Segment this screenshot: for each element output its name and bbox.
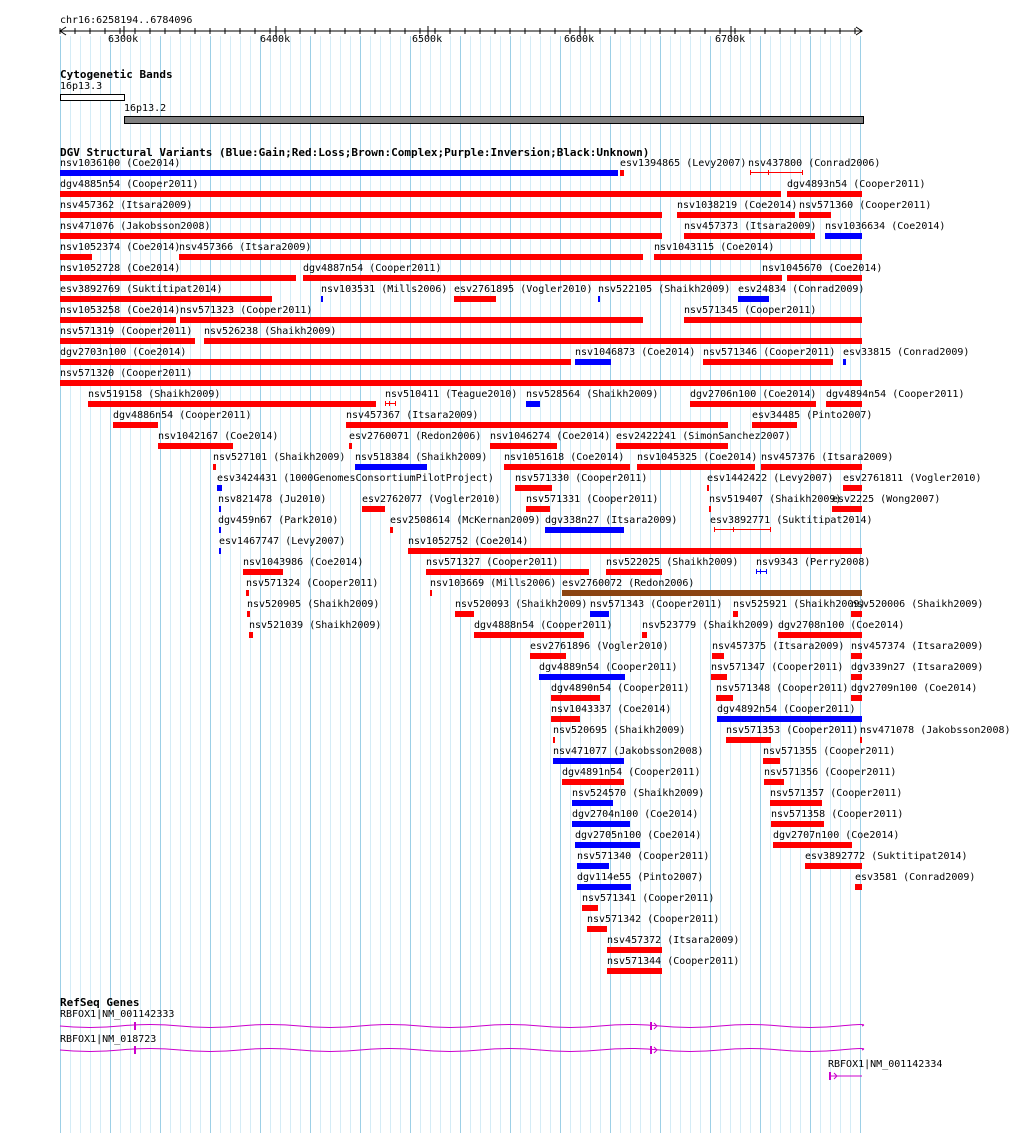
- sv-feature-label[interactable]: dgv2703n100 (Coe2014): [60, 347, 187, 358]
- sv-feature-bar[interactable]: [684, 317, 862, 323]
- sv-feature-bar[interactable]: [60, 317, 176, 323]
- sv-feature-label[interactable]: esv1442422 (Levy2007): [707, 473, 834, 484]
- sv-feature-label[interactable]: nsv510411 (Teague2010): [385, 389, 518, 400]
- sv-feature-bar[interactable]: [799, 212, 831, 218]
- sv-feature-bar[interactable]: [711, 674, 727, 680]
- sv-feature-bar-tick: [385, 401, 386, 406]
- sv-feature-bar[interactable]: [249, 632, 253, 638]
- sv-feature-label[interactable]: nsv457373 (Itsara2009): [684, 221, 817, 232]
- sv-feature-bar[interactable]: [826, 401, 862, 407]
- sv-feature-bar[interactable]: [855, 884, 862, 890]
- sv-feature-label[interactable]: dgv4885n54 (Cooper2011): [60, 179, 199, 190]
- sv-feature-bar[interactable]: [219, 527, 221, 533]
- cytoband-label-16p13-3: 16p13.3: [60, 81, 103, 92]
- sv-feature-label[interactable]: nsv1052728 (Coe2014): [60, 263, 181, 274]
- sv-feature-bar[interactable]: [750, 172, 803, 173]
- sv-feature-label[interactable]: nsv519407 (Shaikh2009): [709, 494, 842, 505]
- sv-feature-bar[interactable]: [60, 191, 781, 197]
- sv-feature-label[interactable]: nsv528564 (Shaikh2009): [526, 389, 659, 400]
- sv-feature-bar[interactable]: [179, 254, 643, 260]
- sv-feature-bar[interactable]: [709, 506, 711, 512]
- sv-feature-label[interactable]: nsv571331 (Cooper2011): [526, 494, 659, 505]
- sv-feature-bar-tick: [389, 401, 390, 406]
- sv-feature-bar[interactable]: [219, 506, 221, 512]
- sv-feature-label[interactable]: esv3892771 (Suktitipat2014): [710, 515, 873, 526]
- refseq-gene-glyphs[interactable]: [0, 1010, 890, 1110]
- sv-feature-bar[interactable]: [714, 529, 771, 530]
- sv-feature-label[interactable]: nsv571319 (Cooper2011): [60, 326, 193, 337]
- sv-feature-bar[interactable]: [60, 233, 662, 239]
- sv-feature-label[interactable]: nsv571342 (Cooper2011): [587, 914, 720, 925]
- sv-feature-bar[interactable]: [733, 611, 738, 617]
- sv-feature-label[interactable]: nsv471077 (Jakobsson2008): [553, 746, 704, 757]
- sv-feature-bar[interactable]: [180, 317, 643, 323]
- sv-feature-bar[interactable]: [575, 842, 640, 848]
- sv-feature-bar[interactable]: [851, 653, 862, 659]
- sv-feature-bar[interactable]: [587, 926, 607, 932]
- cytoband-title: Cytogenetic Bands: [60, 68, 173, 81]
- sv-feature-label[interactable]: dgv114e55 (Pinto2007): [577, 872, 704, 883]
- sv-feature-label[interactable]: nsv524570 (Shaikh2009): [572, 788, 705, 799]
- sv-feature-label[interactable]: dgv2707n100 (Coe2014): [773, 830, 900, 841]
- sv-feature-bar[interactable]: [763, 758, 780, 764]
- sv-feature-label[interactable]: nsv571323 (Cooper2011): [180, 305, 313, 316]
- sv-feature-label[interactable]: esv2422241 (SimonSanchez2007): [616, 431, 791, 442]
- sv-feature-label[interactable]: nsv520093 (Shaikh2009): [455, 599, 588, 610]
- sv-feature-bar[interactable]: [707, 485, 709, 491]
- sv-feature-label[interactable]: nsv1042167 (Coe2014): [158, 431, 279, 442]
- sv-feature-label[interactable]: esv33815 (Conrad2009): [843, 347, 970, 358]
- sv-feature-label[interactable]: nsv103669 (Mills2006): [430, 578, 557, 589]
- sv-feature-bar[interactable]: [712, 653, 724, 659]
- sv-feature-bar[interactable]: [752, 422, 797, 428]
- sv-feature-bar[interactable]: [684, 233, 815, 239]
- sv-feature-label[interactable]: dgv4886n54 (Cooper2011): [113, 410, 252, 421]
- sv-feature-bar[interactable]: [219, 548, 221, 554]
- sv-feature-label[interactable]: nsv520695 (Shaikh2009): [553, 725, 686, 736]
- sv-feature-label[interactable]: dgv4894n54 (Cooper2011): [826, 389, 965, 400]
- sv-feature-bar[interactable]: [778, 632, 862, 638]
- sv-feature-bar[interactable]: [113, 422, 158, 428]
- sv-feature-bar[interactable]: [504, 464, 630, 470]
- sv-feature-bar[interactable]: [321, 296, 323, 302]
- sv-feature-bar[interactable]: [545, 527, 624, 533]
- sv-feature-label[interactable]: dgv2709n100 (Coe2014): [851, 683, 978, 694]
- sv-feature-label[interactable]: nsv522025 (Shaikh2009): [606, 557, 739, 568]
- sv-feature-label[interactable]: esv2761895 (Vogler2010): [454, 284, 593, 295]
- sv-feature-label[interactable]: nsv1043986 (Coe2014): [243, 557, 364, 568]
- sv-feature-label[interactable]: nsv1043337 (Coe2014): [551, 704, 672, 715]
- sv-feature-bar[interactable]: [88, 401, 376, 407]
- sv-feature-bar[interactable]: [60, 275, 296, 281]
- sv-feature-bar[interactable]: [716, 695, 733, 701]
- sv-feature-label[interactable]: nsv1046873 (Coe2014): [575, 347, 696, 358]
- sv-feature-bar-tick: [395, 401, 396, 406]
- sv-feature-bar[interactable]: [303, 275, 782, 281]
- sv-feature-bar[interactable]: [526, 401, 540, 407]
- sv-feature-bar[interactable]: [787, 275, 862, 281]
- sv-feature-bar[interactable]: [773, 842, 852, 848]
- sv-feature-bar[interactable]: [616, 443, 728, 449]
- sv-feature-label[interactable]: dgv4892n54 (Cooper2011): [717, 704, 856, 715]
- sv-feature-label[interactable]: nsv571358 (Cooper2011): [771, 809, 904, 820]
- sv-feature-bar[interactable]: [553, 737, 555, 743]
- sv-feature-bar[interactable]: [349, 443, 352, 449]
- sv-feature-bar[interactable]: [526, 506, 550, 512]
- sv-feature-label[interactable]: esv34485 (Pinto2007): [752, 410, 873, 421]
- sv-feature-label[interactable]: nsv103531 (Mills2006): [321, 284, 448, 295]
- sv-feature-bar[interactable]: [346, 422, 728, 428]
- sv-feature-label[interactable]: dgv459n67 (Park2010): [218, 515, 339, 526]
- sv-feature-label[interactable]: nsv518384 (Shaikh2009): [355, 452, 488, 463]
- sv-feature-bar[interactable]: [832, 506, 862, 512]
- sv-feature-label[interactable]: esv2760071 (Redon2006): [349, 431, 482, 442]
- sv-feature-label[interactable]: nsv457362 (Itsara2009): [60, 200, 193, 211]
- sv-feature-label[interactable]: nsv571327 (Cooper2011): [426, 557, 559, 568]
- sv-feature-label[interactable]: nsv571347 (Cooper2011): [711, 662, 844, 673]
- sv-feature-label[interactable]: nsv571346 (Cooper2011): [703, 347, 836, 358]
- sv-feature-bar[interactable]: [771, 821, 824, 827]
- sv-feature-bar[interactable]: [246, 590, 249, 596]
- sv-feature-label[interactable]: esv2761811 (Vogler2010): [843, 473, 982, 484]
- sv-feature-bar[interactable]: [582, 905, 598, 911]
- sv-feature-label[interactable]: dgv2704n100 (Coe2014): [572, 809, 699, 820]
- sv-feature-bar[interactable]: [562, 779, 624, 785]
- sv-feature-bar[interactable]: [158, 443, 233, 449]
- sv-feature-label[interactable]: nsv571341 (Cooper2011): [582, 893, 715, 904]
- sv-feature-bar[interactable]: [60, 170, 618, 176]
- sv-feature-label[interactable]: dgv2706n100 (Coe2014): [690, 389, 817, 400]
- sv-feature-label[interactable]: nsv821478 (Ju2010): [218, 494, 327, 505]
- sv-feature-label[interactable]: nsv571360 (Cooper2011): [799, 200, 932, 211]
- sv-feature-bar-tick: [766, 569, 767, 574]
- sv-feature-bar-tick: [770, 527, 771, 532]
- sv-feature-label[interactable]: nsv521039 (Shaikh2009): [249, 620, 382, 631]
- sv-feature-bar[interactable]: [717, 716, 862, 722]
- sv-feature-label[interactable]: esv2760072 (Redon2006): [562, 578, 695, 589]
- sv-feature-bar[interactable]: [703, 359, 833, 365]
- sv-feature-label[interactable]: dgv338n27 (Itsara2009): [545, 515, 678, 526]
- sv-feature-bar[interactable]: [690, 401, 816, 407]
- sv-feature-bar[interactable]: [590, 611, 609, 617]
- sv-feature-label[interactable]: nsv1052752 (Coe2014): [408, 536, 529, 547]
- sv-feature-bar[interactable]: [677, 212, 795, 218]
- sv-feature-bar[interactable]: [60, 338, 195, 344]
- sv-feature-bar[interactable]: [787, 191, 862, 197]
- sv-feature-bar-tick: [714, 527, 715, 532]
- sv-feature-bar[interactable]: [642, 632, 647, 638]
- ruler-tick-label: 6600k: [564, 34, 595, 45]
- sv-feature-bar[interactable]: [843, 485, 862, 491]
- sv-feature-bar[interactable]: [577, 863, 609, 869]
- sv-feature-label[interactable]: esv3892769 (Suktitipat2014): [60, 284, 223, 295]
- ruler: [0, 0, 890, 60]
- sv-feature-bar-tick: [768, 170, 769, 175]
- sv-feature-label[interactable]: esv2508614 (McKernan2009): [390, 515, 541, 526]
- sv-feature-label[interactable]: nsv1036100 (Coe2014): [60, 158, 181, 169]
- sv-feature-label[interactable]: nsv520006 (Shaikh2009): [851, 599, 984, 610]
- sv-feature-label[interactable]: nsv457372 (Itsara2009): [607, 935, 740, 946]
- sv-feature-bar[interactable]: [607, 968, 662, 974]
- sv-feature-label[interactable]: dgv4890n54 (Cooper2011): [551, 683, 690, 694]
- sv-feature-label[interactable]: nsv523779 (Shaikh2009): [642, 620, 775, 631]
- sv-feature-label[interactable]: esv3424431 (1000GenomesConsortiumPilotProject): [217, 473, 494, 484]
- sv-feature-label[interactable]: dgv4891n54 (Cooper2011): [562, 767, 701, 778]
- sv-feature-label[interactable]: esv2761896 (Vogler2010): [530, 641, 669, 652]
- sv-feature-label[interactable]: esv24834 (Conrad2009): [738, 284, 865, 295]
- sv-feature-label[interactable]: dgv339n27 (Itsara2009): [851, 662, 984, 673]
- sv-feature-label[interactable]: esv2762077 (Vogler2010): [362, 494, 501, 505]
- dgv-track-title: DGV Structural Variants (Blue:Gain;Red:Loss;Brown:Complex;Purple:Inversion;Black:Unknown): [60, 146, 650, 159]
- sv-feature-label[interactable]: nsv571320 (Cooper2011): [60, 368, 193, 379]
- sv-feature-bar[interactable]: [390, 527, 393, 533]
- sv-feature-bar[interactable]: [430, 590, 432, 596]
- ruler-tick-label: 6400k: [260, 34, 291, 45]
- sv-feature-label[interactable]: nsv571340 (Cooper2011): [577, 851, 710, 862]
- sv-feature-bar[interactable]: [851, 611, 862, 617]
- sv-feature-bar[interactable]: [530, 653, 566, 659]
- sv-feature-label[interactable]: nsv520905 (Shaikh2009): [247, 599, 380, 610]
- cytoband-16p13-2[interactable]: [124, 116, 864, 124]
- sv-feature-bar[interactable]: [843, 359, 846, 365]
- sv-feature-bar[interactable]: [860, 737, 862, 743]
- sv-feature-label[interactable]: nsv519158 (Shaikh2009): [88, 389, 221, 400]
- sv-feature-bar[interactable]: [805, 863, 862, 869]
- sv-feature-bar[interactable]: [726, 737, 771, 743]
- sv-feature-bar[interactable]: [539, 674, 625, 680]
- sv-feature-bar[interactable]: [654, 254, 862, 260]
- sv-feature-bar-tick: [802, 170, 803, 175]
- cytoband-16p13-3[interactable]: [60, 94, 125, 101]
- sv-feature-bar[interactable]: [851, 674, 862, 680]
- sv-feature-bar[interactable]: [408, 548, 862, 554]
- sv-feature-bar-tick: [750, 170, 751, 175]
- sv-feature-label[interactable]: nsv571348 (Cooper2011): [716, 683, 849, 694]
- sv-feature-label[interactable]: esv1394865 (Levy2007): [620, 158, 747, 169]
- sv-feature-bar[interactable]: [761, 464, 862, 470]
- sv-feature-bar[interactable]: [606, 569, 662, 575]
- ruler-tick-label: 6500k: [412, 34, 443, 45]
- sv-feature-bar[interactable]: [426, 569, 589, 575]
- sv-feature-label[interactable]: nsv1046274 (Coe2014): [490, 431, 611, 442]
- sv-feature-bar[interactable]: [60, 380, 862, 386]
- sv-feature-bar[interactable]: [825, 233, 862, 239]
- sv-feature-bar[interactable]: [60, 296, 272, 302]
- sv-feature-label[interactable]: nsv1038219 (Coe2014): [677, 200, 798, 211]
- sv-feature-bar[interactable]: [455, 611, 474, 617]
- sv-feature-label[interactable]: nsv1045670 (Coe2014): [762, 263, 883, 274]
- sv-feature-bar[interactable]: [620, 170, 624, 176]
- sv-feature-bar[interactable]: [598, 296, 600, 302]
- sv-feature-bar[interactable]: [60, 359, 571, 365]
- sv-feature-bar[interactable]: [60, 212, 662, 218]
- sv-feature-label[interactable]: nsv522105 (Shaikh2009): [598, 284, 731, 295]
- sv-feature-label[interactable]: nsv571345 (Cooper2011): [684, 305, 817, 316]
- sv-feature-label[interactable]: nsv571353 (Cooper2011): [726, 725, 859, 736]
- sv-feature-label[interactable]: nsv457376 (Itsara2009): [761, 452, 894, 463]
- sv-feature-bar[interactable]: [247, 611, 250, 617]
- sv-feature-bar[interactable]: [572, 800, 613, 806]
- gene-label-nm-001142333[interactable]: RBFOX1|NM_001142333: [60, 1009, 175, 1020]
- sv-feature-bar[interactable]: [562, 590, 862, 596]
- sv-feature-label[interactable]: nsv571330 (Cooper2011): [515, 473, 648, 484]
- sv-feature-label[interactable]: nsv471076 (Jakobsson2008): [60, 221, 211, 232]
- sv-feature-label[interactable]: esv3892772 (Suktitipat2014): [805, 851, 968, 862]
- cytoband-label-16p13-2: 16p13.2: [124, 103, 167, 114]
- sv-feature-label[interactable]: dgv4887n54 (Cooper2011): [303, 263, 442, 274]
- sv-feature-label[interactable]: esv2225 (Wong2007): [832, 494, 941, 505]
- sv-feature-bar[interactable]: [204, 338, 862, 344]
- sv-feature-label[interactable]: nsv1053258 (Coe2014): [60, 305, 181, 316]
- sv-feature-label[interactable]: dgv4889n54 (Cooper2011): [539, 662, 678, 673]
- sv-feature-label[interactable]: nsv1036634 (Coe2014): [825, 221, 946, 232]
- sv-feature-bar[interactable]: [607, 947, 662, 953]
- sv-feature-label[interactable]: esv1467747 (Levy2007): [219, 536, 346, 547]
- gene-label-nm-001142334[interactable]: RBFOX1|NM_001142334: [828, 1059, 943, 1070]
- sv-feature-label[interactable]: dgv2705n100 (Coe2014): [575, 830, 702, 841]
- sv-feature-bar[interactable]: [575, 359, 611, 365]
- sv-feature-bar-tick: [760, 569, 761, 574]
- sv-feature-bar[interactable]: [770, 800, 822, 806]
- sv-feature-label[interactable]: nsv457366 (Itsara2009): [179, 242, 312, 253]
- sv-feature-label[interactable]: dgv4893n54 (Cooper2011): [787, 179, 926, 190]
- sv-feature-label[interactable]: nsv1051618 (Coe2014): [504, 452, 625, 463]
- gene-label-nm-018723[interactable]: RBFOX1|NM_018723: [60, 1034, 157, 1045]
- sv-feature-label[interactable]: nsv457367 (Itsara2009): [346, 410, 479, 421]
- sv-feature-label[interactable]: nsv571356 (Cooper2011): [764, 767, 897, 778]
- sv-feature-bar[interactable]: [572, 821, 630, 827]
- sv-feature-label[interactable]: nsv1043115 (Coe2014): [654, 242, 775, 253]
- sv-feature-bar[interactable]: [362, 506, 385, 512]
- ruler-tick-label: 6700k: [715, 34, 746, 45]
- sv-feature-bar[interactable]: [553, 758, 624, 764]
- sv-feature-label[interactable]: nsv9343 (Perry2008): [756, 557, 871, 568]
- sv-feature-label[interactable]: esv3581 (Conrad2009): [855, 872, 976, 883]
- sv-feature-label[interactable]: dgv4888n54 (Cooper2011): [474, 620, 613, 631]
- refseq-track-title: RefSeq Genes: [60, 996, 140, 1009]
- sv-feature-bar[interactable]: [764, 779, 784, 785]
- sv-feature-label[interactable]: nsv571355 (Cooper2011): [763, 746, 896, 757]
- sv-feature-bar[interactable]: [454, 296, 496, 302]
- ruler-tick-label: 6300k: [108, 34, 139, 45]
- sv-feature-bar-tick: [756, 569, 757, 574]
- position-label: chr16:6258194..6784096: [60, 15, 193, 26]
- sv-feature-bar[interactable]: [515, 485, 552, 491]
- sv-feature-bar[interactable]: [577, 884, 631, 890]
- sv-feature-label[interactable]: nsv571344 (Cooper2011): [607, 956, 740, 967]
- sv-feature-bar[interactable]: [213, 464, 216, 470]
- sv-feature-bar[interactable]: [851, 695, 862, 701]
- sv-feature-label[interactable]: nsv571324 (Cooper2011): [246, 578, 379, 589]
- sv-feature-label[interactable]: nsv457375 (Itsara2009): [712, 641, 845, 652]
- sv-feature-label[interactable]: nsv527101 (Shaikh2009): [213, 452, 346, 463]
- sv-feature-bar[interactable]: [551, 695, 600, 701]
- sv-feature-bar[interactable]: [217, 485, 222, 491]
- sv-feature-label[interactable]: nsv525921 (Shaikh2009): [733, 599, 866, 610]
- sv-feature-label[interactable]: nsv571357 (Cooper2011): [770, 788, 903, 799]
- sv-feature-label[interactable]: nsv457374 (Itsara2009): [851, 641, 984, 652]
- sv-feature-bar[interactable]: [243, 569, 283, 575]
- sv-feature-bar[interactable]: [490, 443, 557, 449]
- sv-feature-bar[interactable]: [60, 254, 92, 260]
- sv-feature-label[interactable]: dgv2708n100 (Coe2014): [778, 620, 905, 631]
- sv-feature-label[interactable]: nsv471078 (Jakobsson2008): [860, 725, 1011, 736]
- sv-feature-label[interactable]: nsv437800 (Conrad2006): [748, 158, 881, 169]
- sv-feature-bar[interactable]: [637, 464, 755, 470]
- sv-feature-bar[interactable]: [474, 632, 584, 638]
- sv-feature-label[interactable]: nsv1045325 (Coe2014): [637, 452, 758, 463]
- sv-feature-label[interactable]: nsv1052374 (Coe2014): [60, 242, 181, 253]
- sv-feature-bar[interactable]: [738, 296, 769, 302]
- sv-feature-label[interactable]: nsv571343 (Cooper2011): [590, 599, 723, 610]
- sv-feature-label[interactable]: nsv526238 (Shaikh2009): [204, 326, 337, 337]
- sv-feature-bar[interactable]: [355, 464, 427, 470]
- sv-feature-bar-tick: [733, 527, 734, 532]
- sv-feature-bar[interactable]: [551, 716, 580, 722]
